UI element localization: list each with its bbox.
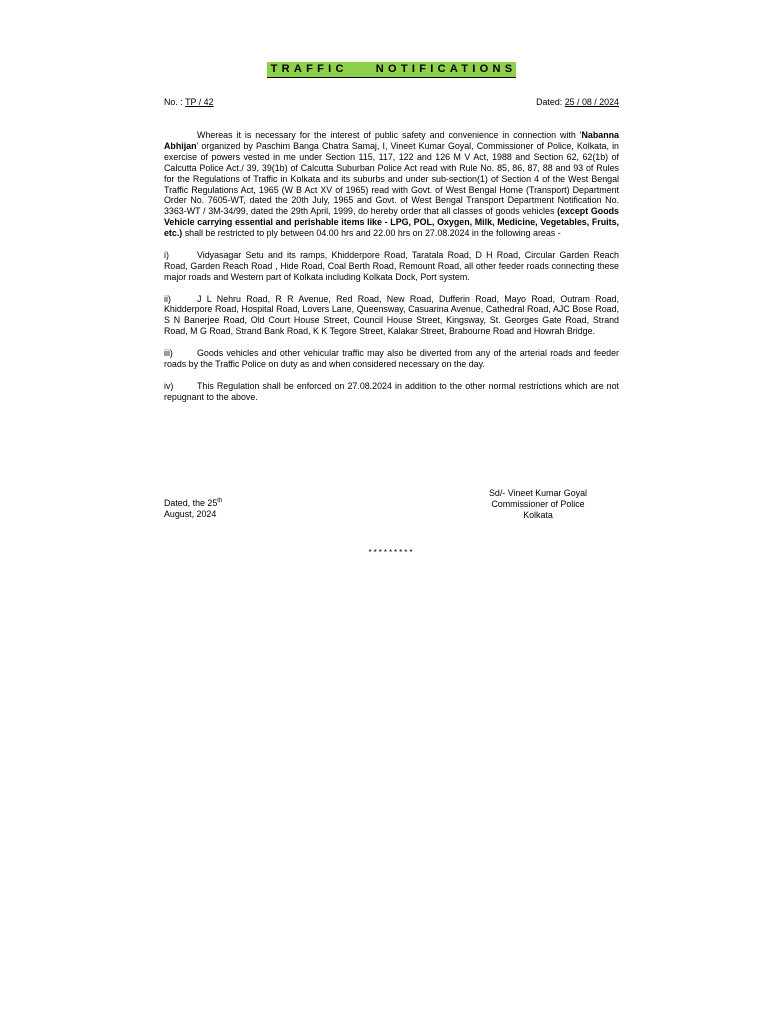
list-item-label: iv) xyxy=(164,380,174,391)
signatory-location: Kolkata xyxy=(523,509,553,520)
number-label: No. : xyxy=(164,97,186,107)
list-item-text: J L Nehru Road, R R Avenue, Red Road, New Road, Dufferin Road, Mayo Road, Outram Road, Khidderpore Road, Hospital Road, Lovers Lane, Queensway, Casuarina Avenue, Cathedral Road, AJC Bose Road, S N Banerjee Road, Old Court House Street, Council House Street, Kingsway, St. Georges Gate Road, Strand Road, M G Road, Strand Bank Road, K K Tegore Street, Kalakar Street, Brabourne Road and Howrah Bridge. xyxy=(164,293,619,337)
intro-paragraph xyxy=(164,130,619,239)
list-item-text: This Regulation shall be enforced on 27.08.2024 in addition to the other normal restrictions which are not repugnant to the above. xyxy=(164,380,619,402)
issue-date-line2: August, 2024 xyxy=(164,508,217,519)
signatory xyxy=(478,488,598,521)
date-label: Dated: xyxy=(536,97,565,107)
list-item xyxy=(164,348,619,370)
list-item-label: i) xyxy=(164,249,169,260)
title-block xyxy=(164,62,619,78)
notification-number xyxy=(164,97,214,108)
issue-date-line1: Dated, the 25 xyxy=(164,498,218,508)
list-item-label: ii) xyxy=(164,293,171,304)
list-item xyxy=(164,381,619,403)
intro-text-2: ' organized by Paschim Banga Chatra Samaj, I, Vineet Kumar Goyal, Commissioner of Police, Kolkata, in exercise of powers vested in me under Section 115, 117, 122 and 126 M V Act, 1988 and Section 62, 62(1b) of Calcutta Police Act./ 39, 39(1b) of Calcutta Suburban Police Act read with Rule No. 85, 86, 87, 88 and 93 of Rules for the Regulations of Traffic in Kolkata and its suburbs and under sub-section(1) of Section 4 of the West Bengal Traffic Regulations Act, 1965 (W B Act XV of 1965) read with Govt. of West Bengal Home (Transport) Department Order No. 7605-WT, dated the 20th July, 1965 and Govt. of West Bengal Transport Department Notification No. 3363-WT / 3M-34/99, dated the 29th April, 1999, do hereby order that all classes of goods vehicles xyxy=(164,140,619,217)
title-word-1: TRAFFIC xyxy=(270,63,348,75)
notification-body xyxy=(164,130,619,413)
list-item-label: iii) xyxy=(164,348,173,359)
event-name: Nabanna Abhijan xyxy=(164,130,619,151)
signatory-title: Commissioner of Police xyxy=(491,498,585,509)
issue-date xyxy=(164,498,222,520)
issue-date-suffix: th xyxy=(217,498,223,505)
notification-date xyxy=(536,97,619,108)
title-word-2: NOTIFICATIONS xyxy=(375,63,517,75)
signatory-name: Sd/- Vineet Kumar Goyal xyxy=(488,488,587,498)
date-value: 25 / 08 / 2024 xyxy=(564,97,619,107)
intro-text-1: Whereas it is necessary for the interest of public safety and convenience in connection with ' xyxy=(197,130,582,140)
list-item-text: Vidyasagar Setu and its ramps, Khidderpore Road, Taratala Road, D H Road, Circular Garden Reach Road, Garden Reach Road , Hide Road, Coal Berth Road, Remount Road, all other feeder roads connecting these major roads and Western part of Kolkata including Kolkata Dock, Port system. xyxy=(164,249,619,282)
page-title xyxy=(267,62,517,78)
intro-text-3: shall be restricted to ply between 04.00 hrs and 22.00 hrs on 27.08.2024 in the following areas - xyxy=(182,228,561,239)
number-value: TP / 42 xyxy=(185,97,214,107)
end-mark: ********* xyxy=(368,548,415,557)
list-item xyxy=(164,250,619,283)
list-item-text: Goods vehicles and other vehicular traffic may also be diverted from any of the arterial roads and feeder roads by the Traffic Police on duty as and when considered necessary on the day. xyxy=(164,348,619,369)
exception-text: (except Goods Vehicle carrying essential and perishable items like - LPG, POL, Oxygen, Milk, Medicine, Vegetables, Fruits, etc.) xyxy=(164,206,619,239)
list-item xyxy=(164,294,619,338)
